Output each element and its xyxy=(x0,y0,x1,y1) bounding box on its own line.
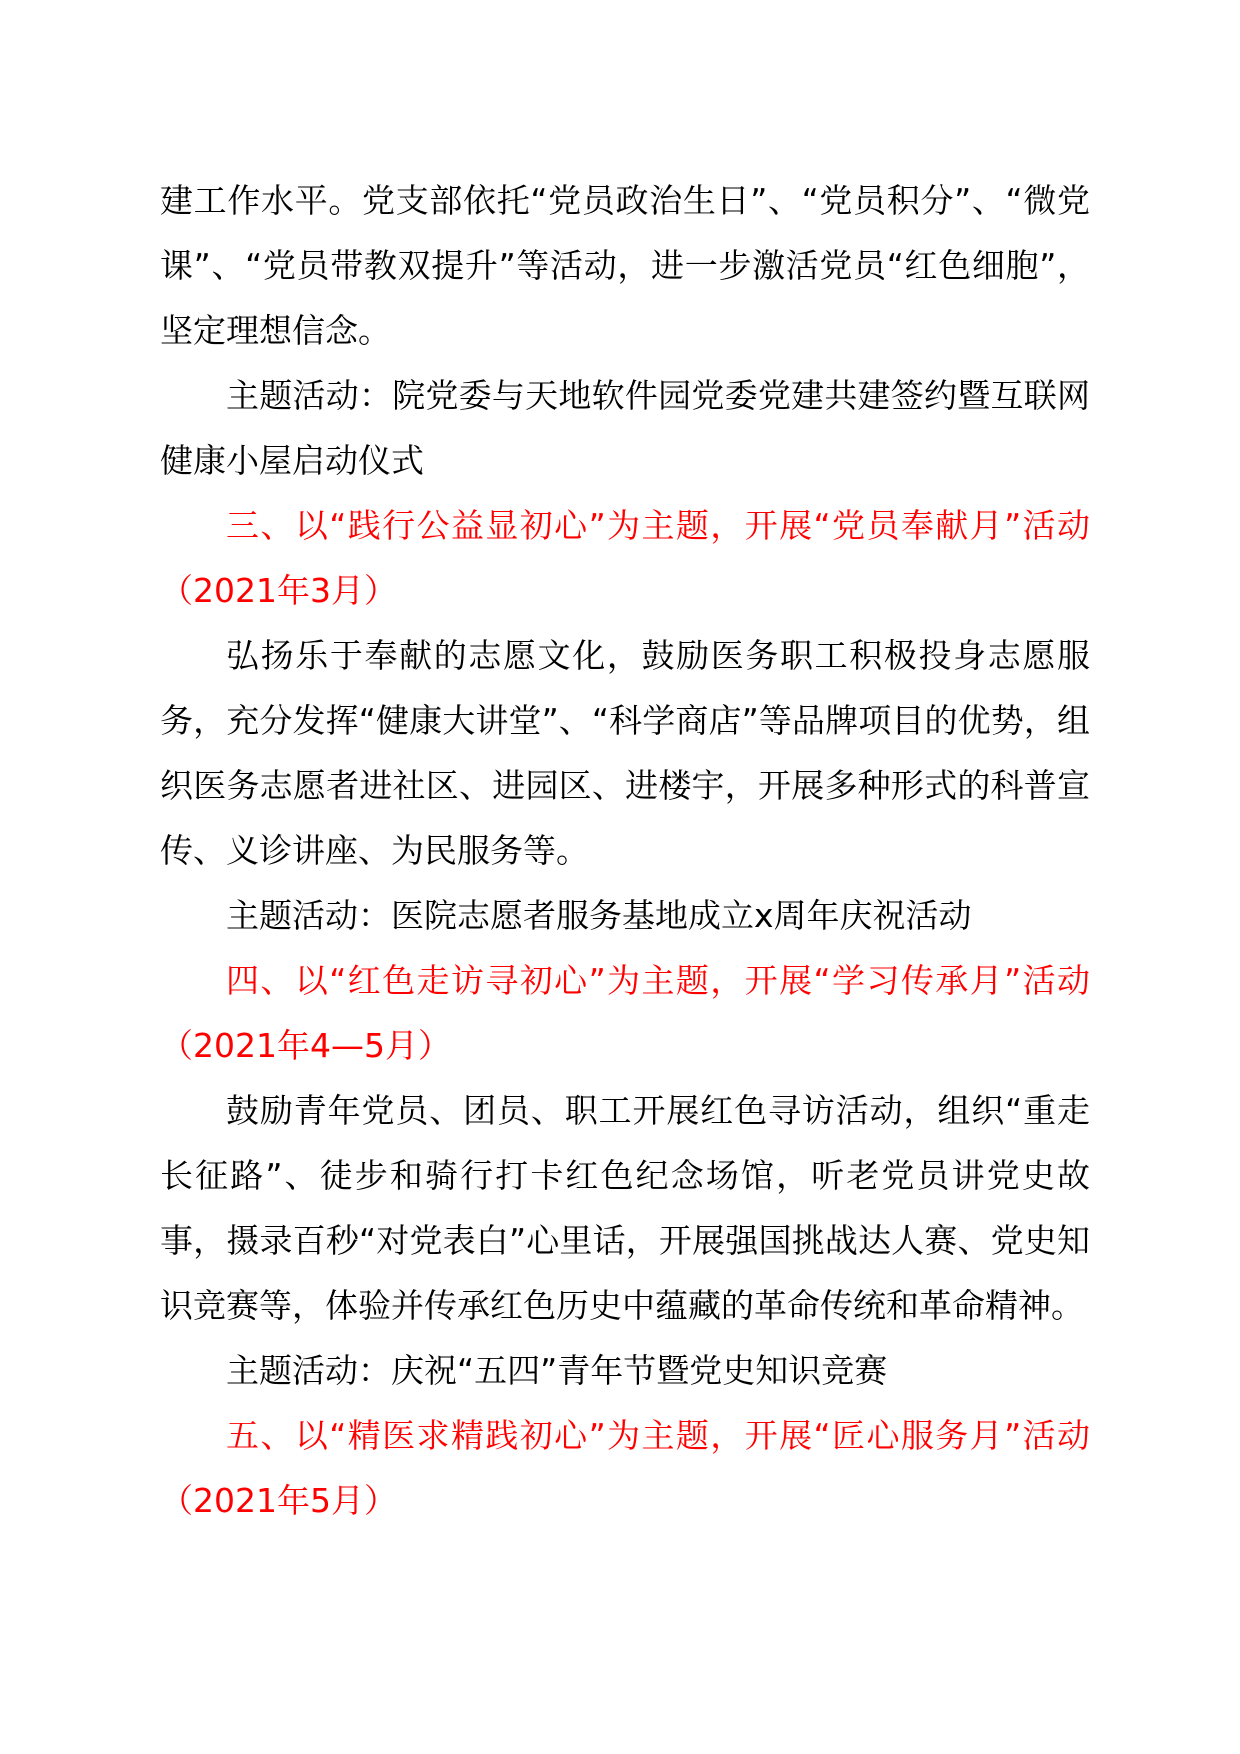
document-body xyxy=(160,168,1090,1533)
paragraph-section-4-body: 鼓励青年党员、团员、职工开展红色寻访活动，组织“重走长征路”、徒步和骑行打卡红色纪念场馆，听老党员讲党史故事，摄录百秒“对党表白”心里话，开展强国挑战达人赛、党史知识竞赛等，体验并传承红色历史中蕴藏的革命传统和革命精神。 xyxy=(160,1091,1090,1325)
paragraph-theme-activity-1: 主题活动：院党委与天地软件园党委党建共建签约暨互联网健康小屋启动仪式 xyxy=(160,376,1090,480)
paragraph-theme-activity-4: 主题活动：庆祝“五四”青年节暨党史知识竞赛 xyxy=(226,1351,888,1390)
section-heading-4: 四、以“红色走访寻初心”为主题，开展“学习传承月”活动（2021年4—5月） xyxy=(160,961,1090,1065)
paragraph-theme-activity-3: 主题活动：医院志愿者服务基地成立x周年庆祝活动 xyxy=(226,896,972,935)
section-heading-5: 五、以“精医求精践初心”为主题，开展“匠心服务月”活动（2021年5月） xyxy=(160,1416,1090,1520)
paragraph-section-3-body: 弘扬乐于奉献的志愿文化，鼓励医务职工积极投身志愿服务，充分发挥“健康大讲堂”、“科学商店”等品牌项目的优势，组织医务志愿者进社区、进园区、进楼宇，开展多种形式的科普宣传、义诊讲座、为民服务等。 xyxy=(160,636,1090,870)
paragraph-intro-continuation: 建工作水平。党支部依托“党员政治生日”、“党员积分”、“微党课”、“党员带教双提升”等活动，进一步激活党员“红色细胞”，坚定理想信念。 xyxy=(160,181,1090,350)
section-heading-3: 三、以“践行公益显初心”为主题，开展“党员奉献月”活动（2021年3月） xyxy=(160,506,1090,610)
